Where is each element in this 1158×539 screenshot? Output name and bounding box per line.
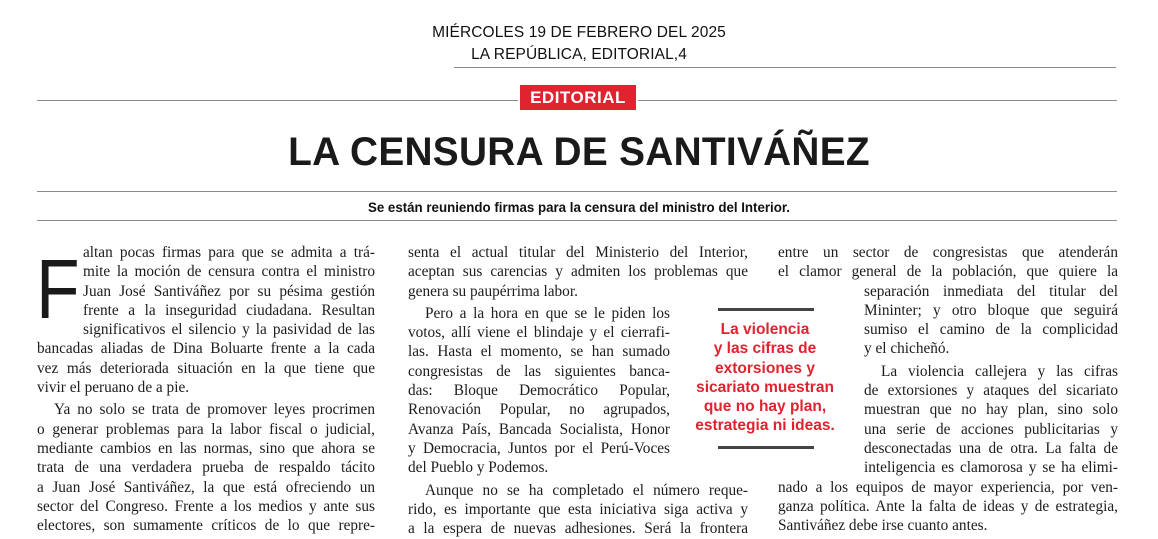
column-2-line: las. Hasta el momento, se han sumado	[408, 343, 670, 361]
column-2-line: congresistas de las siguientes banca-	[408, 362, 670, 380]
header-divider	[454, 67, 1116, 68]
column-2-line: Aunque no se ha completado el número reque-	[425, 481, 748, 499]
column-3-line: sumiso el camino de la complicidad	[864, 321, 1118, 339]
column-1-line: mite la moción de censura contra el ministro	[83, 263, 375, 281]
headline: LA CENSURA DE SANTIVÁÑEZ	[288, 130, 870, 174]
column-1-line: sector del Congreso. Frente a los medios y ante sus	[37, 497, 375, 515]
pull-quote	[680, 320, 850, 436]
subheadline: Se están reuniendo firmas para la censura del ministro del Interior.	[367, 199, 791, 215]
pull-quote-line: La violencia	[720, 321, 810, 338]
column-3-line: inteligencia es clamorosa y se ha elimi-	[864, 459, 1118, 477]
column-2-line: Pero a la hora en que se le piden los	[425, 304, 670, 322]
date-line: MIÉRCOLES 19 DE FEBRERO DEL 2025	[432, 24, 726, 41]
drop-cap: F	[36, 242, 80, 336]
column-1-line: mediante cambios en las normas, sino que ahora se	[37, 439, 375, 457]
section-tag: EDITORIAL	[520, 85, 636, 110]
column-2-line: Avanza País, Bancada Socialista, Honor	[408, 420, 670, 438]
pull-quote-line: y las cifras de	[713, 340, 817, 358]
column-1-line: vez más deteriorada situación en la que tiene que	[37, 359, 375, 377]
column-2-line: a la espera de nuevas adhesiones. Será la frontera	[408, 520, 748, 538]
column-2-line: aceptan sus carencias y admiten los problemas que	[408, 263, 748, 281]
column-3-line: nado a los equipos de mayor experiencia, por ven-	[778, 478, 1118, 496]
column-1-line: significativos el silencio y la pasividad de las	[83, 321, 375, 339]
column-1-line: bancadas aliadas de Dina Boluarte frente a la cada	[37, 340, 375, 358]
pull-quote-line: estrategia ni ideas.	[695, 417, 835, 435]
pull-quote-line: que no hay plan,	[703, 398, 827, 416]
column-2-line: senta el actual titular del Ministerio del Interior,	[408, 244, 748, 261]
column-3-line: Mininter; y otro bloque que seguirá	[864, 301, 1118, 319]
column-3-line: de extorsiones y ataques del sicariato	[864, 382, 1118, 400]
column-3-line: La violencia callejera y las cifras	[881, 362, 1118, 380]
column-1-line: frente a la inseguridad ciudadana. Resultan	[83, 301, 375, 319]
publication-header	[0, 22, 1158, 66]
column-2-line: rido, es importante que esta iniciativa siga activa y	[408, 500, 748, 518]
column-1-line: trata de una verdadera prueba de respaldo tácito	[37, 459, 375, 477]
column-3-line: el clamor general de la población, que quiere la	[778, 263, 1118, 281]
column-3-line: muestran que no hay plan, sino solo	[864, 401, 1118, 419]
section-divider-left	[37, 100, 518, 101]
headline-divider	[37, 191, 1117, 192]
column-1-line: a Juan José Santiváñez, la que está ofreciendo un	[37, 478, 375, 496]
column-2-line: Renovación Popular, no agrupados,	[408, 401, 670, 419]
column-3-line: una serie de acciones publicitarias y	[864, 420, 1118, 438]
subheadline-divider	[37, 220, 1117, 221]
column-2-line: genera su paupérrima labor.	[408, 282, 578, 300]
column-3-line: y el chicheñó.	[864, 340, 950, 358]
column-1-line: altan pocas firmas para que se admita a trá-	[83, 244, 375, 261]
article-column-1	[37, 243, 375, 535]
column-1-line: Ya no solo se trata de promover leyes procrimen	[54, 401, 375, 419]
pull-quote-line: extorsiones y	[715, 359, 815, 377]
column-2-line: das: Bloque Democrático Popular,	[408, 382, 670, 400]
column-1-line: Juan José Santiváñez por su pésima gestión	[83, 282, 375, 300]
column-2-line: votos, allí viene el blindaje y el cierrafi-	[408, 324, 670, 342]
column-2-line: y Democracia, Juntos por el Perú-Voces	[408, 439, 670, 457]
column-1-line: o generar problemas para la labor fiscal o judicial,	[37, 420, 375, 438]
column-3-line: Santiváñez debe irse cuanto antes.	[778, 517, 988, 535]
column-3-line: entre un sector de congresistas que atenderán	[778, 244, 1118, 261]
column-1-line: vivir el peruano de a pie.	[37, 379, 190, 397]
column-2-line: del Pueblo y Podemos.	[408, 459, 549, 477]
column-3-line: separación inmediata del titular del	[864, 282, 1118, 300]
source-line: LA REPÚBLICA, EDITORIAL,4	[471, 46, 687, 63]
column-1-line: electores, son sumamente críticos de lo que repre-	[37, 517, 375, 535]
column-3-line: ganza política. Ante la falta de ideas y de estrategia,	[778, 497, 1118, 515]
pull-quote-line: sicariato muestran	[696, 378, 834, 396]
section-divider-right	[638, 100, 1117, 101]
pull-quote-rule-top	[718, 308, 814, 311]
column-3-line: desconectadas una de otra. La falta de	[864, 439, 1118, 457]
pull-quote-rule-bottom	[718, 446, 814, 449]
